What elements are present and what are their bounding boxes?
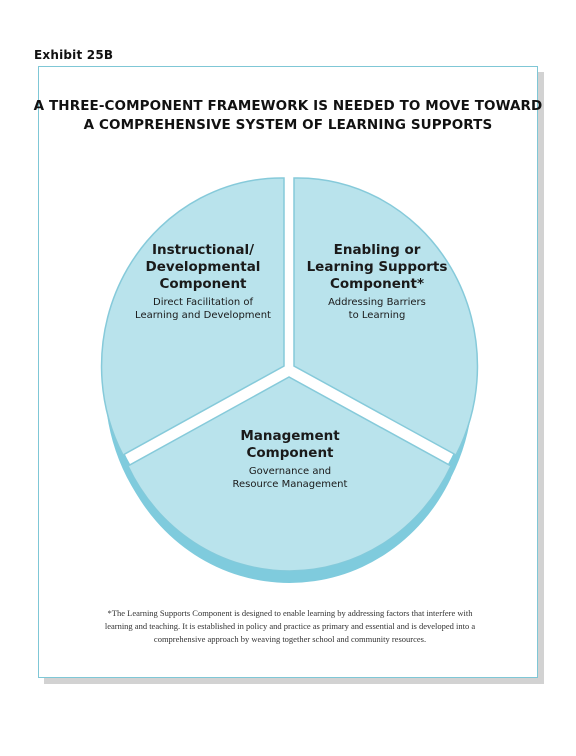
title-line-1: A THREE-COMPONENT FRAMEWORK IS NEEDED TO MOVE TOWARD: [33, 98, 543, 114]
management-heading-2: Component: [246, 445, 334, 461]
management-heading-1: Management: [240, 428, 340, 444]
segment-instructional-text: [118, 242, 288, 322]
enabling-heading-3: Component*: [329, 276, 425, 292]
exhibit-label: Exhibit 25B: [34, 48, 114, 62]
segment-management-text: [200, 428, 380, 491]
instructional-heading-2: Developmental: [145, 259, 261, 275]
enabling-heading-1: Enabling or: [333, 242, 421, 258]
management-sub-1: Governance and: [248, 466, 332, 477]
instructional-heading-1: Instructional/: [151, 242, 255, 258]
management-sub-2: Resource Management: [232, 479, 348, 490]
instructional-sub-1: Direct Facilitation of: [153, 297, 253, 308]
footnote-line-1: *The Learning Supports Component is designed to enable learning by addressing factors that interfere with: [107, 608, 473, 618]
enabling-heading-2: Learning Supports: [306, 259, 448, 275]
footnote: [70, 607, 510, 646]
enabling-sub-1: Addressing Barriers: [328, 297, 426, 308]
segment-enabling-text: [292, 242, 462, 322]
footnote-line-2: learning and teaching. It is established in policy and practice as primary and essential and is developed into a: [104, 621, 476, 631]
instructional-sub-2: Learning and Development: [135, 310, 271, 321]
footnote-line-3: comprehensive approach by weaving together school and community resources.: [153, 634, 427, 644]
enabling-sub-2: to Learning: [348, 310, 406, 321]
title-line-2: A COMPREHENSIVE SYSTEM OF LEARNING SUPPORTS: [83, 117, 493, 133]
instructional-heading-3: Component: [159, 276, 247, 292]
